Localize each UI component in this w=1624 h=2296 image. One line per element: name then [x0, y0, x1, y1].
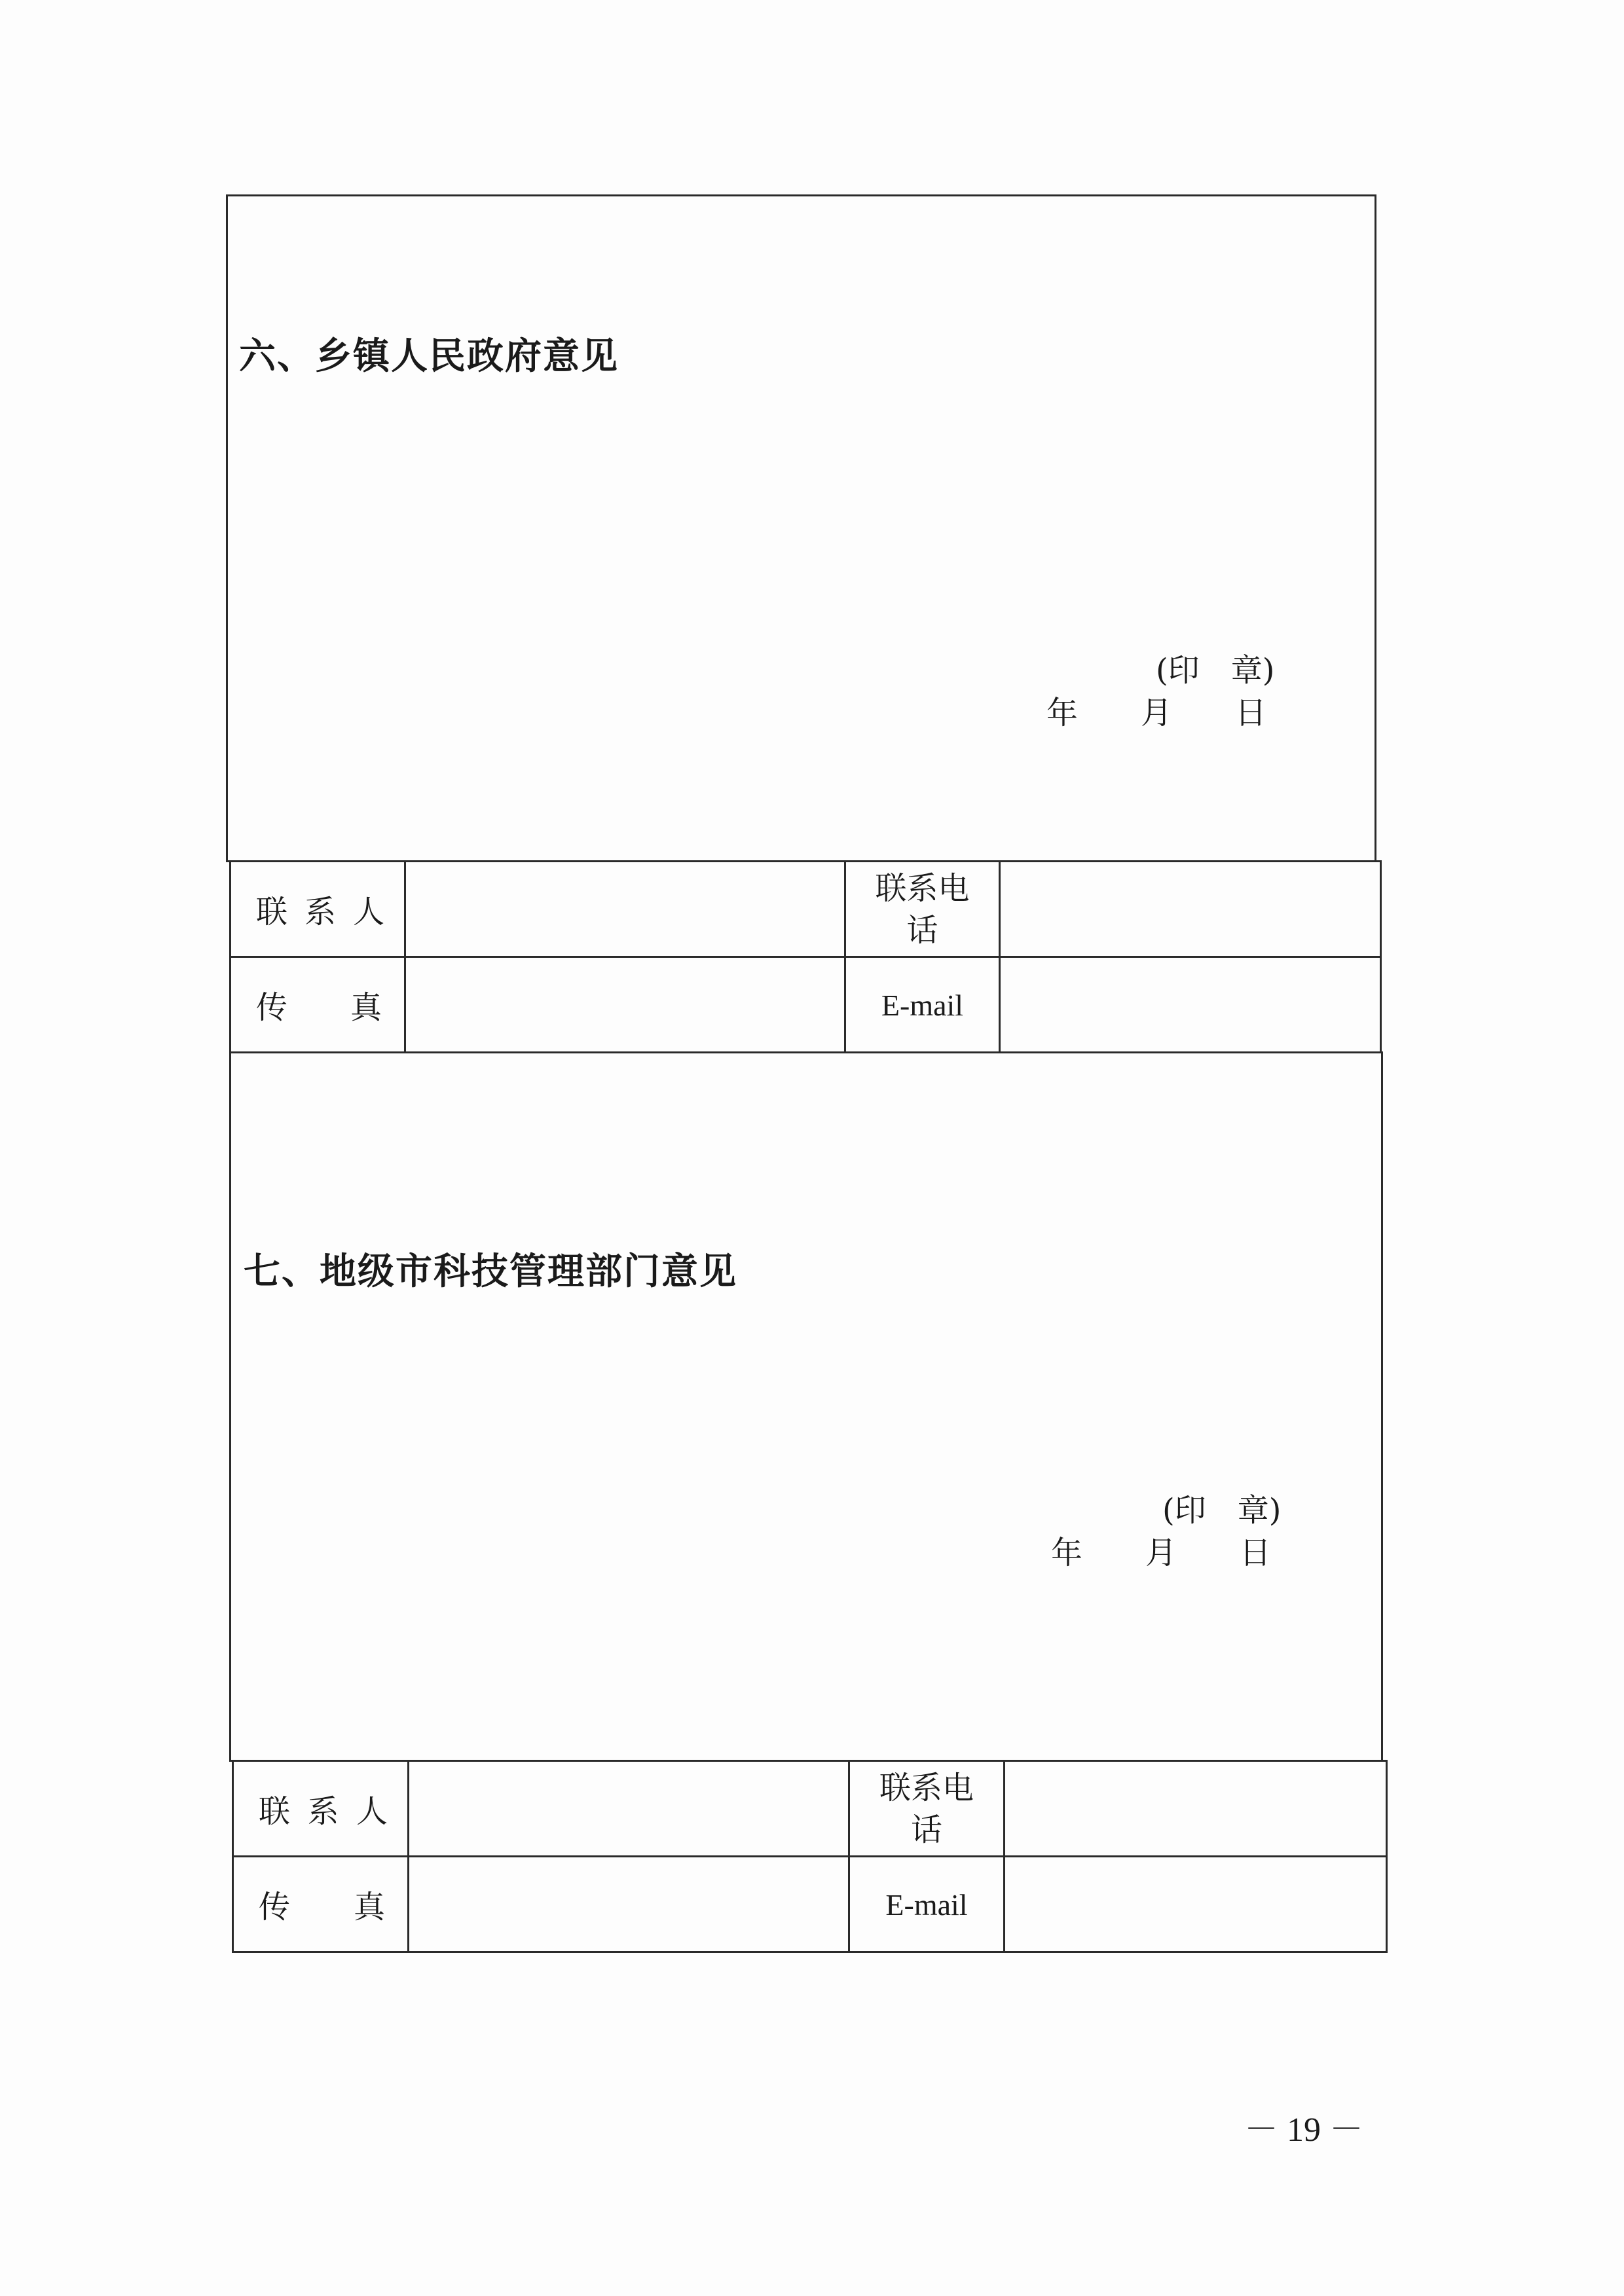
section-title-township: 六、乡镇人民政府意见 — [239, 335, 619, 378]
contact-person-label — [233, 1761, 409, 1857]
phone-label — [845, 862, 1000, 957]
fax-label — [231, 957, 405, 1053]
fax-label-text: 传 真 — [259, 1889, 385, 1925]
email-label: E-mail — [849, 1857, 1005, 1952]
phone-label-text: 联系电 话 — [875, 869, 970, 949]
date-placeholder-city-tech-dept: 年 月 日 — [1051, 1535, 1272, 1571]
fax-field[interactable] — [409, 1857, 849, 1952]
seal-placeholder-township: (印 章) — [1156, 652, 1275, 689]
contact-person-label-text: 联 系 人 — [256, 894, 384, 930]
date-placeholder-township: 年 月 日 — [1046, 695, 1267, 731]
fax-label — [233, 1857, 409, 1952]
contact-table-city-tech-dept — [232, 1760, 1388, 1953]
contact-person-field[interactable] — [409, 1761, 849, 1857]
section-title-city-tech-dept: 七、地级市科技管理部门意见 — [244, 1250, 737, 1293]
fax-field[interactable] — [405, 957, 845, 1053]
phone-field[interactable] — [1005, 1761, 1387, 1857]
page-number: － 19 － — [1244, 2111, 1364, 2149]
email-label: E-mail — [845, 957, 1000, 1053]
contact-person-field[interactable] — [405, 862, 845, 957]
contact-table-township — [229, 860, 1382, 1053]
contact-person-label — [231, 862, 405, 957]
seal-placeholder-city-tech-dept: (印 章) — [1162, 1492, 1282, 1529]
fax-label-text: 传 真 — [256, 989, 382, 1026]
opinion-box-township — [226, 194, 1376, 862]
phone-field[interactable] — [1000, 862, 1381, 957]
email-field[interactable] — [1005, 1857, 1387, 1952]
phone-label — [849, 1761, 1005, 1857]
phone-label-text: 联系电 话 — [879, 1769, 974, 1848]
email-field[interactable] — [1000, 957, 1381, 1053]
opinion-box-city-tech-dept — [229, 1051, 1383, 1762]
contact-person-label-text: 联 系 人 — [259, 1793, 388, 1830]
